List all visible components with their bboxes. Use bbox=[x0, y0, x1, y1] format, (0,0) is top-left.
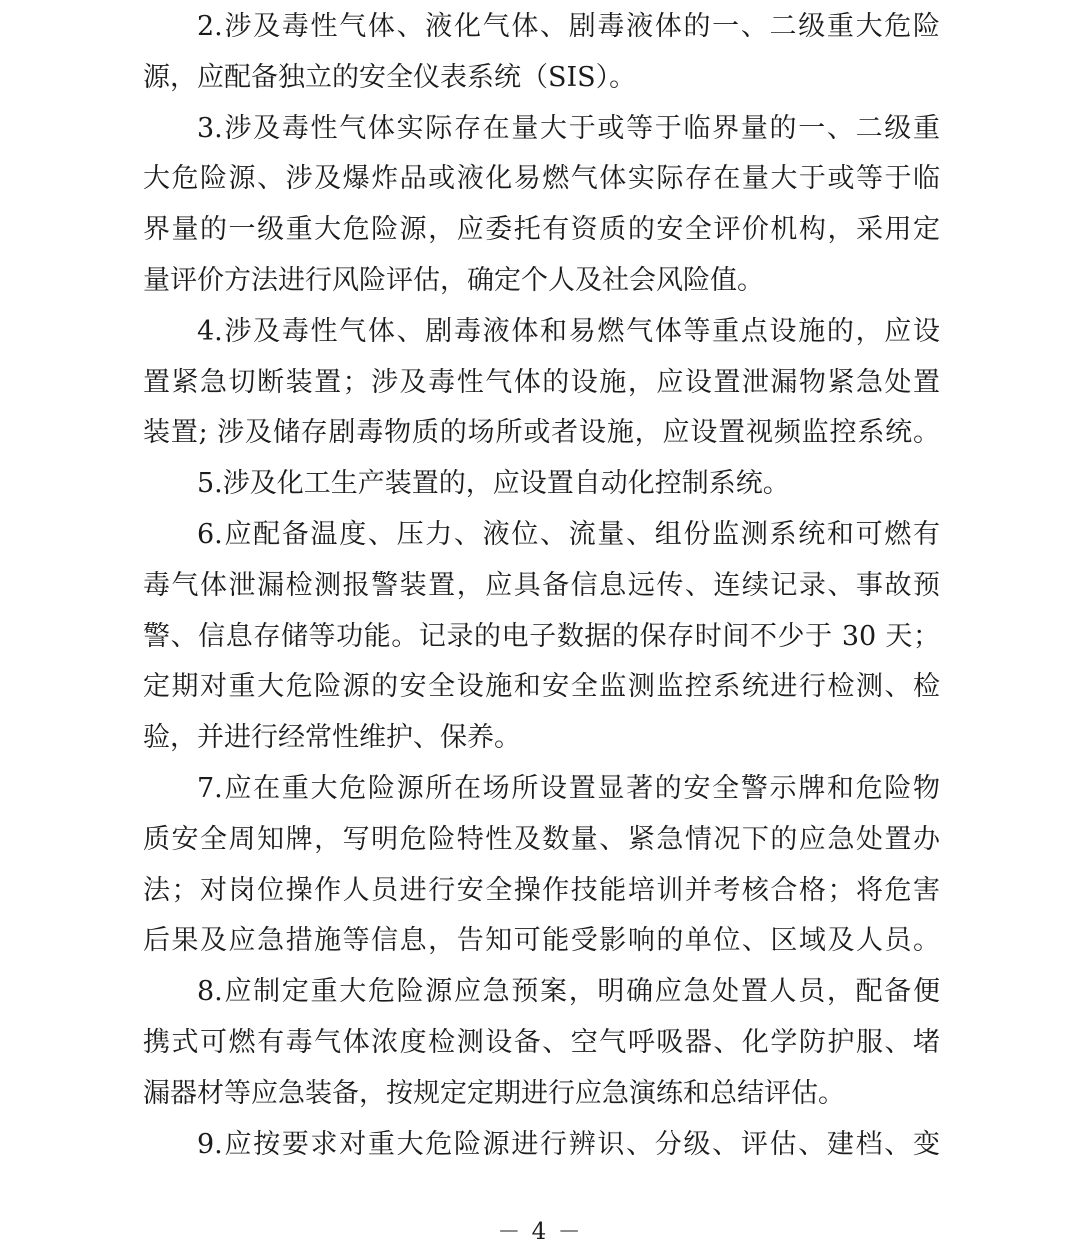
paragraph-item-2 bbox=[143, 2, 940, 104]
paragraph-line: 漏器材等应急装备，按规定定期进行应急演练和总结评估。 bbox=[143, 1077, 845, 1109]
paragraph-line: 界量的一级重大危险源，应委托有资质的安全评价机构，采用定 bbox=[143, 214, 940, 246]
paragraph-item-6 bbox=[143, 510, 940, 764]
paragraph-item-7 bbox=[143, 764, 940, 967]
paragraph-line: 携式可燃有毒气体浓度检测设备、空气呼吸器、化学防护服、堵 bbox=[143, 1026, 940, 1058]
paragraph-line: 置紧急切断装置；涉及毒性气体的设施，应设置泄漏物紧急处置 bbox=[143, 366, 940, 398]
paragraph-line: 质安全周知牌，写明危险特性及数量、紧急情况下的应急处置办 bbox=[143, 823, 940, 855]
paragraph-line: 源，应配备独立的安全仪表系统（SIS）。 bbox=[143, 61, 637, 93]
paragraph-line: 2.涉及毒性气体、液化气体、剧毒液体的一、二级重大危险 bbox=[197, 11, 940, 42]
paragraph-line: 5.涉及化工生产装置的，应设置自动化控制系统。 bbox=[197, 468, 790, 500]
paragraph-item-9 bbox=[143, 1120, 940, 1171]
paragraph-line: 验，并进行经常性维护、保养。 bbox=[143, 722, 521, 754]
paragraph-line: 9.应按要求对重大危险源进行辨识、分级、评估、建档、变 bbox=[197, 1128, 940, 1160]
document-body bbox=[143, 2, 940, 1170]
paragraph-line: 大危险源、涉及爆炸品或液化易燃气体实际存在量大于或等于临 bbox=[143, 163, 940, 195]
paragraph-line: 装置; 涉及储存剧毒物质的场所或者设施，应设置视频监控系统。 bbox=[143, 417, 940, 449]
paragraph-line: 8.应制定重大危险源应急预案，明确应急处置人员，配备便 bbox=[197, 976, 940, 1008]
paragraph-line: 后果及应急措施等信息，告知可能受影响的单位、区域及人员。 bbox=[143, 925, 940, 957]
paragraph-line: 4.涉及毒性气体、剧毒液体和易燃气体等重点设施的，应设 bbox=[197, 315, 940, 347]
page-number: － 4 － bbox=[497, 1219, 583, 1245]
paragraph-line: 6.应配备温度、压力、液位、流量、组份监测系统和可燃有 bbox=[197, 518, 940, 550]
paragraph-line: 3.涉及毒性气体实际存在量大于或等于临界量的一、二级重 bbox=[197, 112, 940, 144]
paragraph-item-4 bbox=[143, 307, 940, 459]
paragraph-item-3 bbox=[143, 104, 940, 307]
paragraph-line: 毒气体泄漏检测报警装置，应具备信息远传、连续记录、事故预 bbox=[143, 569, 940, 601]
paragraph-line: 定期对重大危险源的安全设施和安全监测监控系统进行检测、检 bbox=[143, 671, 940, 703]
paragraph-line: 警、信息存储等功能。记录的电子数据的保存时间不少于 30 天； bbox=[143, 620, 940, 652]
paragraph-line: 法；对岗位操作人员进行安全操作技能培训并考核合格；将危害 bbox=[143, 874, 940, 906]
paragraph-item-5 bbox=[143, 459, 940, 510]
paragraph-line: 量评价方法进行风险评估，确定个人及社会风险值。 bbox=[143, 264, 764, 296]
paragraph-item-8 bbox=[143, 967, 940, 1119]
paragraph-line: 7.应在重大危险源所在场所设置显著的安全警示牌和危险物 bbox=[197, 772, 940, 804]
